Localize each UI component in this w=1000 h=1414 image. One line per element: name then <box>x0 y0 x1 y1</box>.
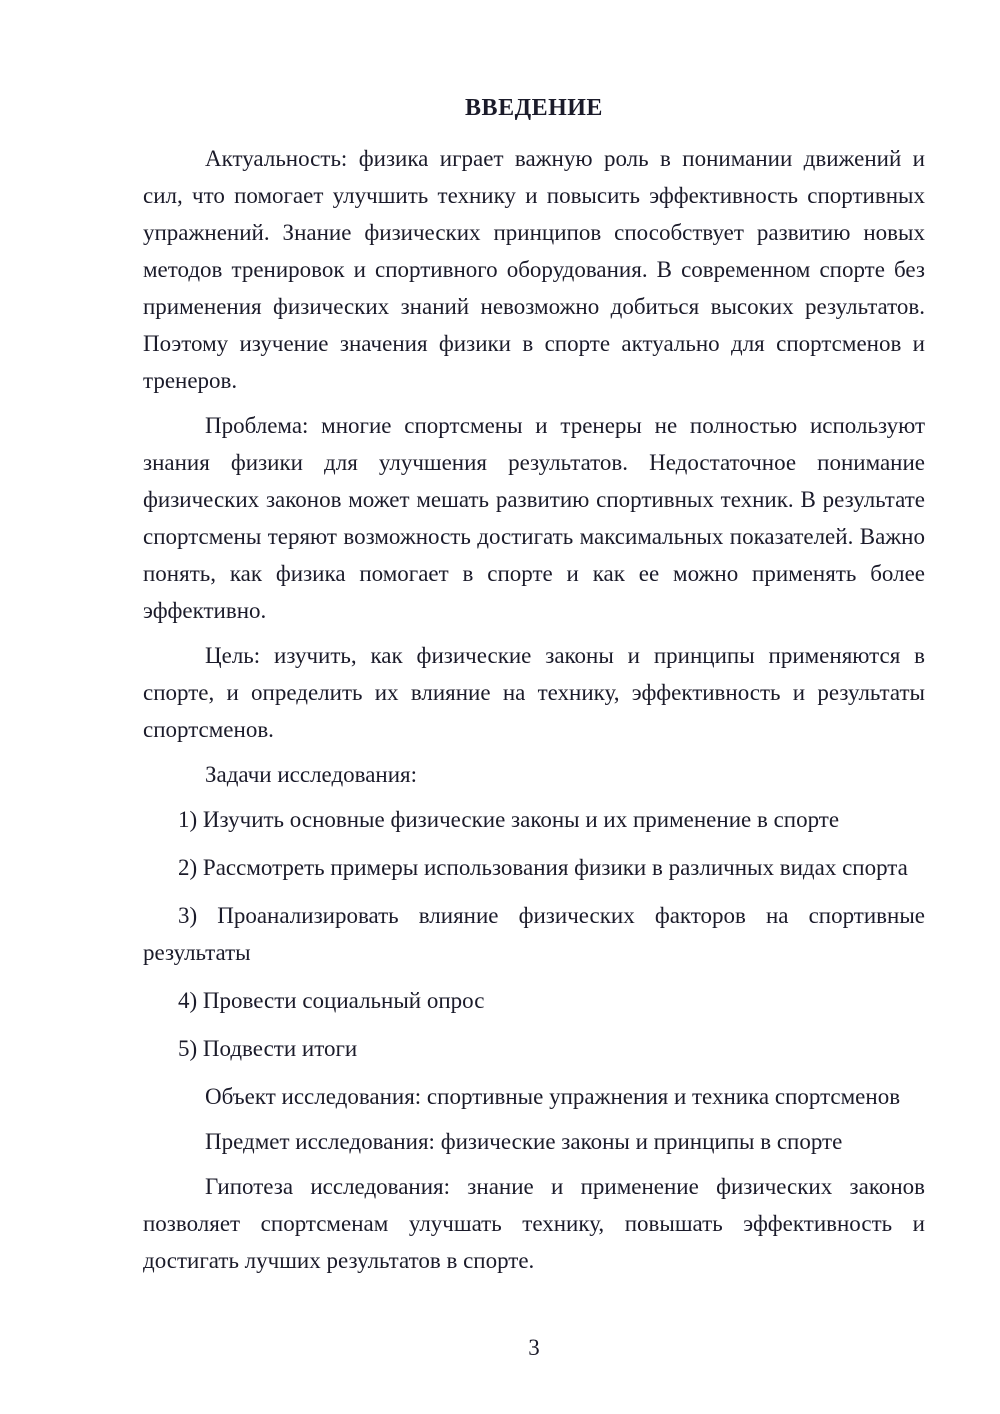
paragraph-relevance: Актуальность: физика играет важную роль в понимании движений и сил, что помогает улучшить технику и повысить эффективность спортивных упражнений. Знание физических принципов способствует развитию новых методов тренировок и спортивного оборудования. В современном спорте без применения физических знаний невозможно добиться высоких результатов. Поэтому изучение значения физики в спорте актуально для спортсменов и тренеров. <box>143 146 925 393</box>
page-number: 3 <box>528 1335 540 1360</box>
task-item-5: 5) Подвести итоги <box>178 1036 358 1061</box>
page-title: ВВЕДЕНИЕ <box>465 95 603 121</box>
paragraph-hypothesis: Гипотеза исследования: знание и применение физических законов позволяет спортсменам улучшать технику, повышать эффективность и достигать лучших результатов в спорте. <box>143 1174 925 1273</box>
tasks-heading: Задачи исследования: <box>205 762 418 787</box>
paragraph-goal: Цель: изучить, как физические законы и принципы применяются в спорте, и определить их влияние на технику, эффективность и результаты спортсменов. <box>143 643 925 742</box>
task-item-2: 2) Рассмотреть примеры использования физики в различных видах спорта <box>178 855 908 880</box>
paragraph-subject: Предмет исследования: физические законы и принципы в спорте <box>205 1129 843 1154</box>
paragraph-object: Объект исследования: спортивные упражнения и техника спортсменов <box>205 1084 901 1109</box>
task-item-1: 1) Изучить основные физические законы и их применение в спорте <box>178 807 840 832</box>
paragraph-problem: Проблема: многие спортсмены и тренеры не полностью используют знания физики для улучшения результатов. Недостаточное понимание физических законов может мешать развитию спортивных техник. В результате спортсмены теряют возможность достигать максимальных показателей. Важно понять, как физика помогает в спорте и как ее можно применять более эффективно. <box>143 413 925 623</box>
task-item-3: 3) Проанализировать влияние физических факторов на спортивные результаты <box>143 903 925 965</box>
task-item-4: 4) Провести социальный опрос <box>178 988 485 1013</box>
